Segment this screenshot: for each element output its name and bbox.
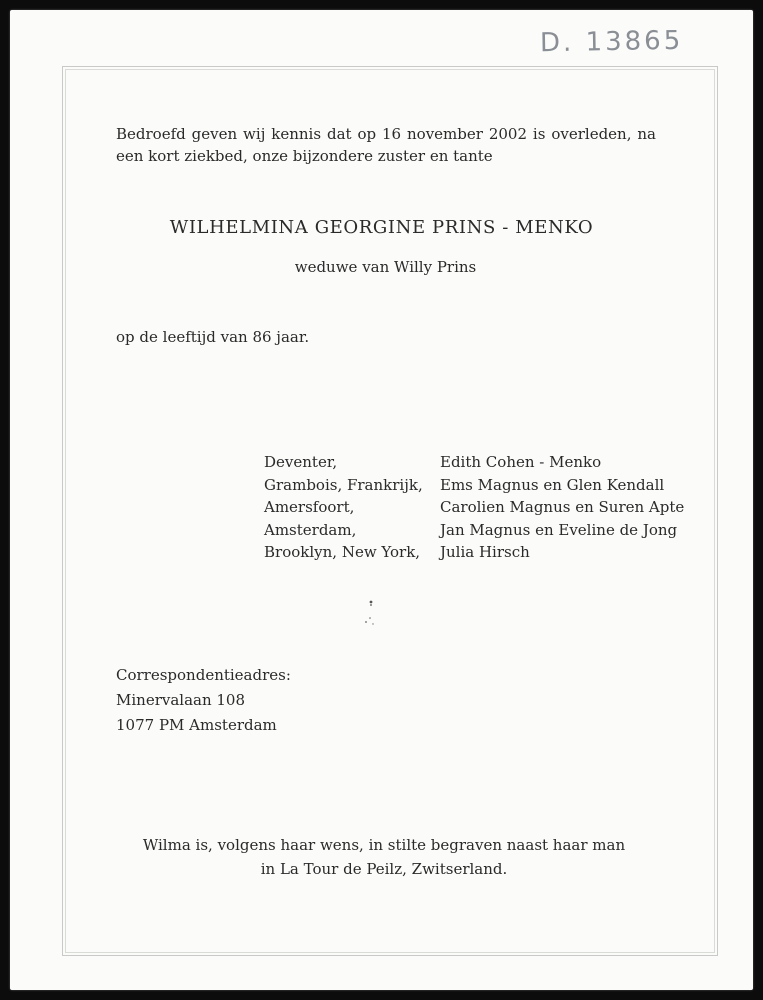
family-member: Ems Magnus en Glen Kendall bbox=[440, 475, 665, 494]
family-names bbox=[440, 451, 684, 564]
family-place: Amsterdam, bbox=[264, 520, 357, 539]
age-line: op de leeftijd van 86 jaar. bbox=[116, 328, 310, 346]
burial-note bbox=[0, 834, 763, 882]
family-place: Deventer, bbox=[264, 453, 338, 471]
ink-specks bbox=[360, 598, 380, 632]
family-member: Julia Hirsch bbox=[440, 543, 530, 561]
correspondence-address bbox=[116, 664, 291, 739]
widow-of-line: weduwe van Willy Prins bbox=[294, 258, 477, 276]
archive-number: D. 13865 bbox=[539, 25, 684, 59]
burial-line: in La Tour de Peilz, Zwitserland. bbox=[260, 860, 508, 878]
burial-line: Wilma is, volgens haar wens, in stilte begraven naast haar man bbox=[142, 836, 626, 854]
family-member: Carolien Magnus en Suren Apte bbox=[440, 498, 685, 516]
announcement-intro: Bedroefd geven wij kennis dat op 16 november 2002 is overleden, na een kort ziekbed, onze bijzondere zuster en tante bbox=[116, 125, 656, 165]
correspondence-city: 1077 PM Amsterdam bbox=[116, 716, 277, 734]
family-place: Amersfoort, bbox=[264, 498, 355, 516]
family-place: Grambois, Frankrijk, bbox=[264, 475, 423, 494]
correspondence-street: Minervalaan 108 bbox=[116, 691, 246, 709]
family-member: Edith Cohen - Menko bbox=[440, 453, 602, 471]
deceased-name: WILHELMINA GEORGINE PRINS - MENKO bbox=[169, 217, 594, 238]
family-member: Jan Magnus en Eveline de Jong bbox=[440, 520, 678, 539]
family-place: Brooklyn, New York, bbox=[264, 543, 421, 561]
correspondence-label: Correspondentieadres: bbox=[116, 666, 291, 684]
family-places bbox=[264, 451, 423, 564]
